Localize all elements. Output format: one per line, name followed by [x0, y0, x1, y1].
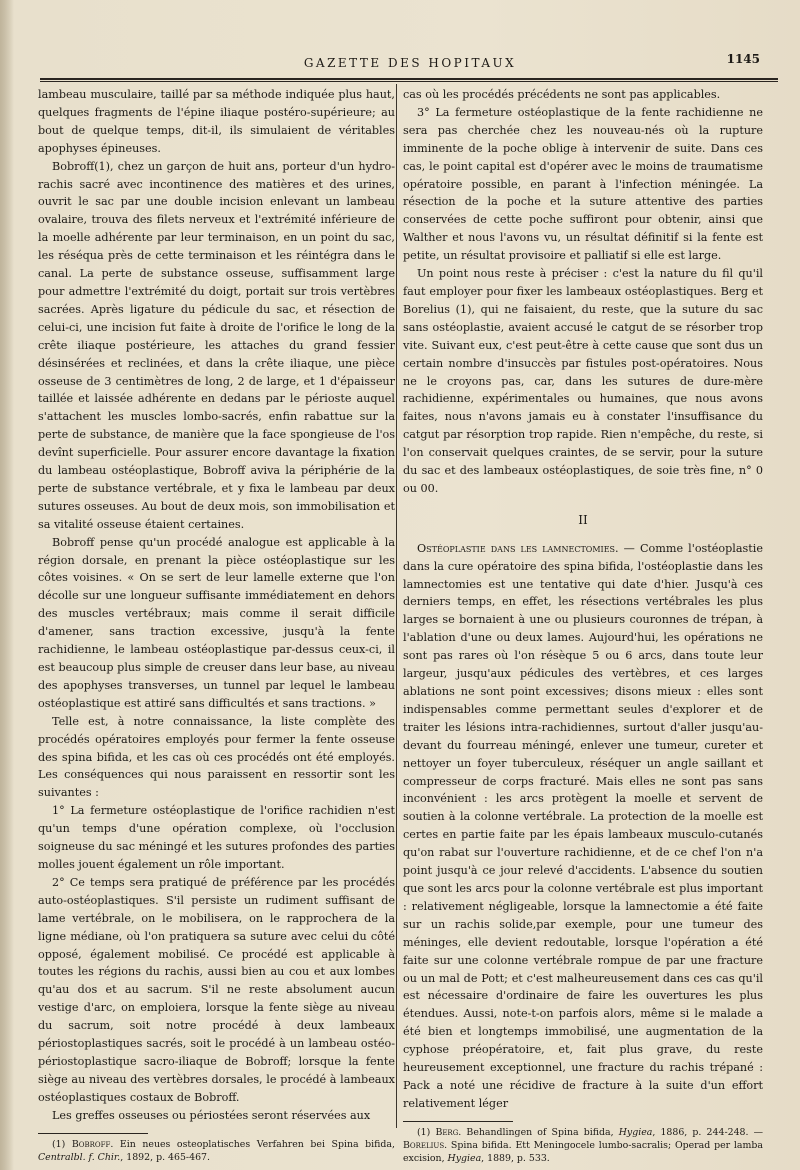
footnote-text: Ein neues osteoplatisches Verfahren bei Spina bifida,: [113, 1138, 395, 1150]
footnote-author: Borelius.: [403, 1139, 448, 1151]
list-item: 3° La fermeture ostéoplastique de la fente rachidienne ne sera pas cherchée chez les nouveau-nés où la rupture imminente de la poche oblige à intervenir de suite. Dans ces cas, le point capital est d'opérer avec le moins de traumatisme opératoire possible, en parant à l'infection méningée. La résection de la poche et la suture attentive des parties conservées de cette poche suffiront pour obtenir, ainsi que Walther et nous l'avons vu, un résultat définitif si la fente est petite, un résultat provisoire et palliatif si elle est large.: [403, 105, 763, 263]
header-rule: [40, 78, 778, 82]
footnote-rule: [38, 1133, 148, 1134]
footnote-journal: Centralbl. f. Chir.: [38, 1151, 121, 1163]
footnote-marker: (1): [52, 1138, 66, 1150]
footnote-marker: (1): [417, 1126, 431, 1138]
section-text: Comme l'ostéoplastie dans la cure opératoire des spina bifida, l'ostéoplastie dans les lamnectomies est une tentative qui date d'hier. Jusqu'à ces derniers temps, en effet, les résections vertébrales les plus larges se bornaient à une ou plusieurs couronnes de trépan, à l'ablation d'une ou deux lames. Aujourd'hui, les opérations ne sont pas rares où l'on résèque 5 ou 6 arcs, dans toute leur largeur, jusqu'aux pédicules des vertèbres, et ces larges ablations ne sont point excessives; disons mieux : elles sont indispensables comme permettant seules d'explorer et de traiter les lésions intra-rachidiennes, surtout d'aller jusqu'au-devant du fourreau méningé, enlever une tumeur, cureter et nettoyer un foyer tuberculeux, réséquer un angle saillant et compresseur de corps fracturé. Mais elles ne sont pas sans inconvénient : les arcs protègent la moelle et servent de soutien à la colonne vertébrale. La protection de la moelle est certes en partie faite par les épais lambeaux musculo-cutanés qu'on rabat sur l'ouverture rachidienne, et de ce chef l'on n'a point jusqu'à ce jour relevé d'accidents. L'absence du soutien que sont les arcs pour la colonne vertébrale est plus important : relativement négligeable, lorsque la lamnectomie a été faite sur un rachis solide,par exemple, pour une tumeur des méninges, elle devient redoutable, lorsque l'opération a été faite sur une colonne vertébrale rompue de par une fracture ou un mal de Pott; et c'est malheureusement dans ces cas qu'il est nécessaire d'ordinaire de faire les ouvertures les plus étendues. Aussi, note-t-on parfois alors, même si le malade a été bien et longtemps immobilisé, une augmentation de la cyphose préopératoire, et, fait plus grave, du reste heureusement exceptionnel, une fracture du rachis trépané : Pack a noté une récidive de fracture à la suite d'un effort relativement léger: [403, 541, 763, 1110]
paragraph: cas où les procédés précédents ne sont pas applicables.: [403, 88, 721, 101]
page-number: 1145: [726, 52, 760, 66]
paragraph: Bobroff pense qu'un procédé analogue est applicable à la région dorsale, en prenant la pièce ostéoplastique sur les côtes voisines. « On se sert de leur lamelle externe que l'on décolle sur une longueur suffisante immédiatement en dehors des muscles vertébraux; mais comme il serait difficile d'amener, sans traction excessive, jusqu'à la fente rachidienne, le lambeau ostéoplastique par-dessus ceux-ci, il est beaucoup plus simple de creuser dans leur base, au niveau des apophyses transverses, un tunnel par lequel le lambeau ostéoplastique est attiré sans difficultés et sans tractions. »: [38, 535, 395, 710]
footnote-ref: , 1886, p. 244-248. —: [652, 1126, 764, 1138]
footnote-ref: , 1892, p. 465-467.: [120, 1151, 210, 1163]
paragraph: Telle est, à notre connaissance, la liste complète des procédés opératoires employés pour fermer la fente osseuse des spina bifida, et les cas où ces procédés ont été employés. Les conséquences qui nous paraissent en ressortir sont les suivantes :: [38, 714, 395, 800]
paragraph: lambeau musculaire, taillé par sa méthode indiquée plus haut, quelques fragments de l'épine iliaque postéro-supérieure; au bout de quelque temps, dit-il, ils simulaient de véritables apophyses épineuses.: [38, 88, 395, 155]
left-column: [38, 86, 395, 1164]
binding-shadow: [0, 0, 14, 1170]
paragraph: Un point nous reste à préciser : c'est la nature du fil qu'il faut employer pour fixer les lambeaux ostéoplastiques. Berg et Borelius (1), qui ne faisaient, du reste, que la suture du sac sans ostéoplastie, avaient accusé le catgut de se résorber trop vite. Suivant eux, c'est peut-être à cette cause que sont dus un certain nombre d'insuccès par fistules post-opératoires. Nous ne le croyons pas, car, dans les sutures de dure-mère rachidienne, expérimentales ou humaines, que nous avons faites, nous n'avons jamais eu à constater l'insuffisance du catgut par résorption trop rapide. Rien n'empêche, du reste, si l'on conservait quelques craintes, de se servir, pour la suture du sac et des lambeaux ostéoplastiques, de soie très fine, n° 0 ou 00.: [403, 267, 763, 495]
footnote-author: Bobroff.: [71, 1138, 114, 1150]
footnote: [38, 1138, 395, 1164]
column-divider: [396, 84, 397, 1128]
footnote-ref: , 1889, p. 533.: [481, 1152, 550, 1164]
footnote-journal: Hygiea: [618, 1126, 653, 1138]
list-item: 2° Ce temps sera pratiqué de préférence par les procédés auto-ostéoplastiques. S'il persiste un rudiment suffisant de lame vertébrale, on le mobilisera, on le rapprochera de la ligne médiane, où l'on pratiquera sa suture avec celui du côté opposé, également mobilisé. Ce procédé est applicable à toutes les régions du rachis, aussi bien au cou et aux lombes qu'au dos et au sacrum. S'il ne reste absolument aucun vestige d'arc, on emploiera, lorsque la fente siège au niveau du sacrum, soit notre procédé à deux lambeaux périostoplastiques sacrés, soit le procédé à un lambeau ostéo-périostoplastique sacro-iliaque de Bobroff; lorsque la fente siège au niveau des vertèbres dorsales, le procédé à lambeaux ostéoplastiques costaux de Bobroff.: [38, 875, 395, 1104]
section-number: II: [578, 512, 588, 527]
running-header: [40, 52, 780, 76]
section-paragraph: [403, 540, 763, 1113]
footnote: [403, 1126, 763, 1165]
footnote-rule: [403, 1121, 513, 1122]
section-dash: —: [618, 541, 640, 555]
section-heading: Ostéoplastie dans les lamnectomies.: [417, 541, 619, 555]
right-column: [403, 86, 763, 1165]
paragraph: Les greffes osseuses ou périostées seront réservées aux: [52, 1108, 371, 1122]
list-item: 1° La fermeture ostéoplastique de l'orifice rachidien n'est qu'un temps d'une opération complexe, où l'occlusion soigneuse du sac méningé et les sutures profondes des parties molles jouent également un rôle important.: [38, 804, 395, 871]
footnote-text: Spina bifida. Ett Meningocele lumbo-sacralis; Operad per lamba excision,: [403, 1139, 763, 1164]
journal-title: GAZETTE DES HOPITAUX: [303, 56, 517, 70]
footnote-journal: Hygiea: [447, 1152, 482, 1164]
footnote-text: Behandlingen of Spina bifida,: [461, 1126, 619, 1138]
paragraph: Bobroff(1), chez un garçon de huit ans, porteur d'un hydro-rachis sacré avec incontinence des matières et des urines, ouvrit le sac par une double incision enlevant un lambeau ovalaire, trouva des filets nerveux et l'extrémité inférieure de la moelle adhérente par leur terminaison, en un point du sac, les réséqua près de cette terminaison et les réintégra dans le canal. La perte de substance osseuse, suffisamment large pour admettre l'extrémité du doigt, portait sur trois vertèbres sacrées. Après ligature du pédicule du sac, et résection de celui-ci, une incision fut faite à droite de l'orifice le long de la crête iliaque postérieure, les attaches du grand fessier désinsérées et reclinées, et dans la crête iliaque, une pièce osseuse de 3 centimètres de long, 2 de large, et 1 d'épaisseur taillée et laissée adhérente en dedans par le périoste auquel s'attachent les muscles lombo-sacrés, enfin rabattue sur la perte de substance, de manière que la face spongieuse de l'os devînt superficielle. Pour assurer encore davantage la fixation du lambeau ostéoplastique, Bobroff aviva la périphérie de la perte de substance vertébrale, et y fixa le lambeau par deux sutures osseuses. Au bout de deux mois, son immobilisation et sa vitalité osseuse étaient certaines.: [38, 159, 395, 531]
footnote-author: Berg.: [435, 1126, 462, 1138]
